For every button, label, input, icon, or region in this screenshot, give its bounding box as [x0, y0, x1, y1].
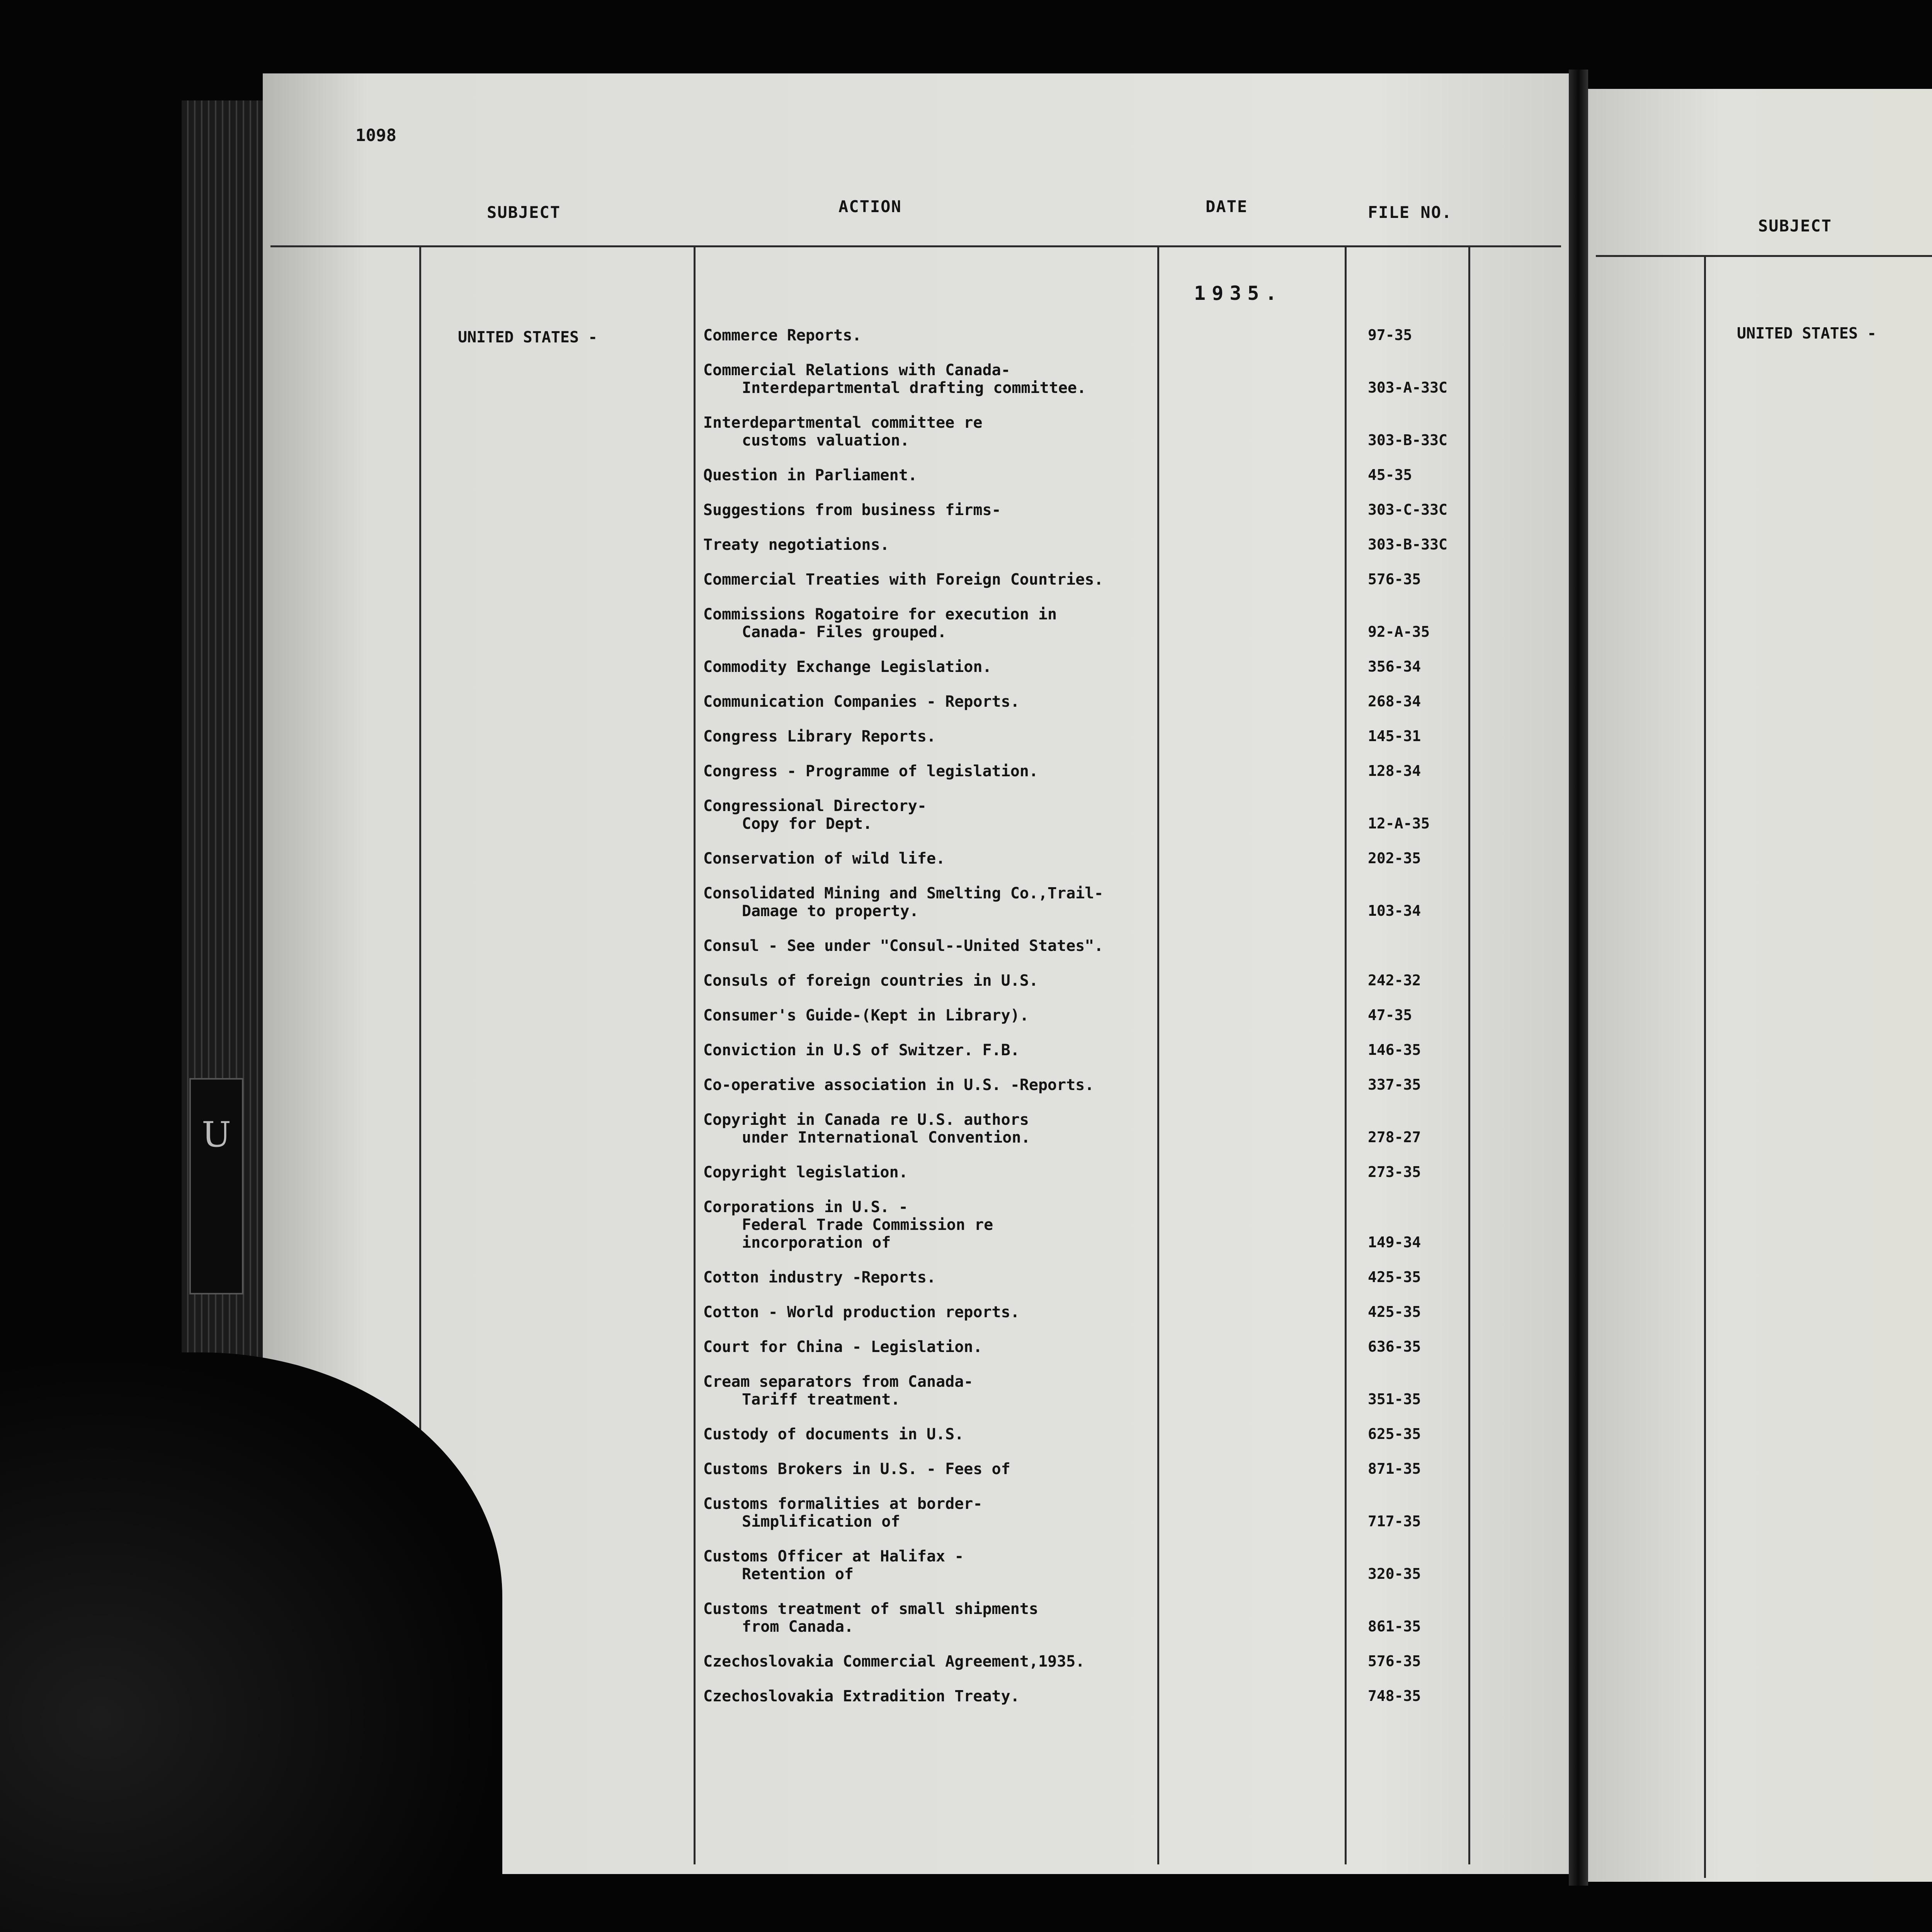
entry-row — [703, 972, 1038, 990]
entry-file-no: 303-B-33C — [1368, 536, 1447, 553]
entry-row — [703, 466, 917, 484]
entry-action-continued: under International Convention. — [742, 1129, 1031, 1146]
entry-action: Customs treatment of small shipments — [703, 1600, 1038, 1618]
column-rule — [694, 245, 696, 1864]
entry-action-continued: Simplification of — [742, 1513, 900, 1531]
entry-file-no: 12-A-35 — [1368, 815, 1430, 832]
entry-row — [703, 884, 1104, 920]
entry-file-no: 351-35 — [1368, 1391, 1421, 1408]
entry-row — [703, 327, 861, 344]
entry-file-no: 45-35 — [1368, 466, 1412, 483]
entry-file-no: 278-27 — [1368, 1129, 1421, 1146]
header-rule — [270, 245, 1561, 247]
column-rule — [1704, 255, 1706, 1878]
column-rule — [1468, 245, 1470, 1864]
entry-row — [703, 571, 1104, 588]
header-subject: SUBJECT — [1758, 216, 1832, 235]
entry-row — [703, 1303, 1020, 1321]
subject-label: UNITED STATES - — [458, 328, 598, 346]
entry-row — [703, 1495, 982, 1531]
entry-action: Question in Parliament. — [703, 466, 917, 484]
entry-action: Consolidated Mining and Smelting Co.,Trail- — [703, 884, 1104, 902]
entry-file-no: 103-34 — [1368, 902, 1421, 919]
entry-action: Customs formalities at border- — [703, 1495, 983, 1513]
entry-row — [703, 658, 992, 676]
entry-row — [703, 1007, 1029, 1024]
entry-action: Cotton industry -Reports. — [703, 1269, 936, 1286]
entry-file-no: 625-35 — [1368, 1425, 1421, 1442]
entry-action-continued: Damage to property. — [742, 902, 919, 920]
index-tab[interactable]: U — [189, 1078, 243, 1294]
page-number: 1098 — [355, 126, 396, 145]
entry-row — [703, 1653, 1085, 1670]
header-date: DATE — [1206, 197, 1248, 216]
column-rule — [1157, 245, 1159, 1864]
entry-file-no: 47-35 — [1368, 1007, 1412, 1024]
entry-file-no: 717-35 — [1368, 1513, 1421, 1530]
entry-file-no: 303-A-33C — [1368, 379, 1447, 396]
entry-action-continued: Federal Trade Commission re incorporation of — [742, 1216, 993, 1252]
entry-file-no: 242-32 — [1368, 972, 1421, 989]
entry-action: Copyright in Canada re U.S. authors — [703, 1111, 1029, 1129]
subject-label: UNITED STATES - — [1737, 325, 1877, 342]
entry-action: Communication Companies - Reports. — [703, 693, 1020, 711]
book-spine — [1569, 70, 1588, 1886]
entry-action: Consul - See under "Consul--United States". — [703, 937, 1104, 955]
entry-action: Commodity Exchange Legislation. — [703, 658, 992, 676]
entry-file-no: 425-35 — [1368, 1269, 1421, 1286]
entry-action: Customs Officer at Halifax - — [703, 1548, 964, 1565]
entry-row — [703, 501, 1001, 519]
entry-action: Interdepartmental committee re — [703, 414, 983, 432]
entry-file-no: 636-35 — [1368, 1338, 1421, 1355]
entry-file-no: 202-35 — [1368, 850, 1421, 867]
hand-shadow — [0, 1352, 502, 1932]
right-page — [1588, 89, 1932, 1882]
entry-row — [703, 605, 1057, 641]
entry-action: Cotton - World production reports. — [703, 1303, 1020, 1321]
entry-row — [703, 1460, 1010, 1478]
entry-action: Custody of documents in U.S. — [703, 1425, 964, 1443]
entry-file-no: 576-35 — [1368, 1653, 1421, 1670]
entry-row — [703, 1198, 993, 1252]
entry-action: Congress - Programme of legislation. — [703, 762, 1038, 780]
header-subject: SUBJECT — [487, 203, 561, 222]
entry-action: Cream separators from Canada- — [703, 1373, 973, 1391]
entry-row — [703, 762, 1038, 780]
entry-action-continued: Copy for Dept. — [742, 815, 872, 833]
entry-row — [703, 1425, 964, 1443]
entry-row — [703, 1269, 936, 1286]
entry-row — [703, 1373, 973, 1408]
entry-file-no: 273-35 — [1368, 1163, 1421, 1180]
header-file-no: FILE NO. — [1368, 203, 1452, 222]
entry-row — [703, 414, 982, 449]
entry-action: Czechoslovakia Commercial Agreement,1935. — [703, 1653, 1085, 1670]
entry-row — [703, 1111, 1031, 1146]
entry-file-no: 748-35 — [1368, 1687, 1421, 1704]
entry-row — [703, 1041, 1020, 1059]
entry-action: Copyright legislation. — [703, 1163, 908, 1181]
entry-file-no: 268-34 — [1368, 693, 1421, 710]
entry-row — [703, 1076, 1094, 1094]
entry-action-continued: Interdepartmental drafting committee. — [742, 379, 1087, 397]
entry-file-no: 337-35 — [1368, 1076, 1421, 1093]
entry-action: Customs Brokers in U.S. - Fees of — [703, 1460, 1010, 1478]
entry-action-continued: Retention of — [742, 1565, 854, 1583]
entry-action: Commerce Reports. — [703, 327, 862, 344]
year-label: 1935. — [1194, 282, 1283, 304]
entry-file-no: 146-35 — [1368, 1041, 1421, 1058]
entry-action: Corporations in U.S. - — [703, 1198, 908, 1216]
entry-row — [703, 536, 889, 554]
entry-action: Co-operative association in U.S. -Reports. — [703, 1076, 1094, 1094]
entry-file-no: 356-34 — [1368, 658, 1421, 675]
entry-file-no: 425-35 — [1368, 1303, 1421, 1320]
entry-action: Commercial Relations with Canada- — [703, 361, 1010, 379]
entry-file-no: 145-31 — [1368, 728, 1421, 745]
entry-file-no: 128-34 — [1368, 762, 1421, 779]
entry-file-no: 861-35 — [1368, 1618, 1421, 1635]
entry-row — [703, 361, 1086, 397]
entry-action: Conviction in U.S of Switzer. F.B. — [703, 1041, 1020, 1059]
entry-row — [703, 728, 936, 745]
entry-file-no: 320-35 — [1368, 1565, 1421, 1582]
entry-row — [703, 850, 945, 867]
entry-row — [703, 937, 1104, 955]
entry-file-no: 92-A-35 — [1368, 623, 1430, 640]
header-action: ACTION — [838, 197, 902, 216]
column-rule — [1345, 245, 1347, 1864]
entry-row — [703, 693, 1020, 711]
entry-action-continued: Tariff treatment. — [742, 1391, 900, 1408]
entry-action: Court for China - Legislation. — [703, 1338, 983, 1356]
entry-row — [703, 1163, 908, 1181]
header-rule — [1596, 255, 1932, 257]
entry-action-continued: from Canada. — [742, 1618, 854, 1636]
entry-action: Conservation of wild life. — [703, 850, 946, 867]
entry-row — [703, 1548, 964, 1583]
entry-action: Consuls of foreign countries in U.S. — [703, 972, 1038, 990]
entry-action: Consumer's Guide-(Kept in Library). — [703, 1007, 1029, 1024]
entry-action-continued: customs valuation. — [742, 432, 910, 449]
entry-file-no: 303-C-33C — [1368, 501, 1447, 518]
entry-file-no: 149-34 — [1368, 1234, 1421, 1251]
entry-row — [703, 1338, 982, 1356]
entry-action: Congressional Directory- — [703, 797, 927, 815]
entry-action: Czechoslovakia Extradition Treaty. — [703, 1687, 1020, 1705]
entry-action: Commercial Treaties with Foreign Countries. — [703, 571, 1104, 588]
entry-row — [703, 1600, 1038, 1636]
entry-action: Congress Library Reports. — [703, 728, 936, 745]
entry-action-continued: Canada- Files grouped. — [742, 623, 947, 641]
entry-action: Treaty negotiations. — [703, 536, 889, 554]
entry-file-no: 303-B-33C — [1368, 432, 1447, 449]
entry-action: Commissions Rogatoire for execution in — [703, 605, 1057, 623]
entry-file-no: 576-35 — [1368, 571, 1421, 588]
entry-action: Suggestions from business firms- — [703, 501, 1001, 519]
entry-file-no: 97-35 — [1368, 327, 1412, 344]
entry-row — [703, 1687, 1020, 1705]
entry-row — [703, 797, 927, 833]
entry-file-no: 871-35 — [1368, 1460, 1421, 1477]
